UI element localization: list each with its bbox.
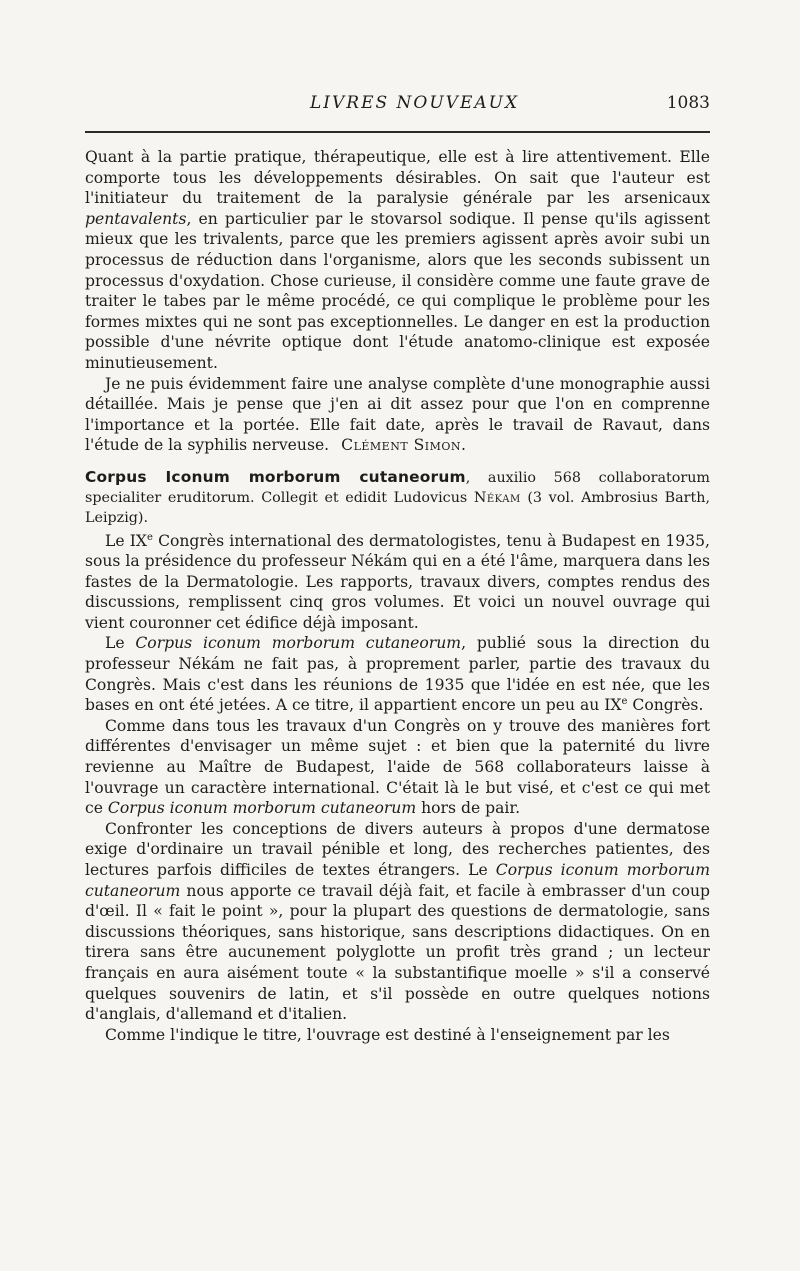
bibliographic-entry: Corpus Iconum morborum cutaneorum, auxilio 568 collaboratorum specialiter eruditorum. Collegit et edidit Ludovicus Nékam (3 vol. Ambrosius Barth, Leipzig). bbox=[85, 467, 710, 527]
review2-paragraph-5: Comme l'indique le titre, l'ouvrage est destiné à l'enseignement par les bbox=[105, 1025, 670, 1044]
italic-term: pentavalents bbox=[85, 209, 187, 228]
book-title: Corpus Iconum morborum cutaneorum bbox=[85, 467, 466, 486]
review2-paragraph-1: Le IXe Congrès international des dermatologistes, tenu à Budapest en 1935, sous la présidence du professeur Nékám qui en a été l'âme, marquera dans les fastes de la Dermatologie. Les rapports, travaux divers, comptes rendus des discussions, remplissent cinq gros volumes. Et voici un nouvel ouvrage qui vient couronner cet édifice déjà imposant. bbox=[85, 531, 710, 632]
page-number: 1083 bbox=[666, 93, 710, 113]
italic-title: Corpus iconum morborum cutaneorum bbox=[107, 799, 417, 818]
running-title: LIVRES NOUVEAUX bbox=[310, 93, 520, 113]
header-rule bbox=[85, 131, 710, 133]
review-signature: Clément Simon. bbox=[341, 436, 467, 455]
page-header bbox=[85, 93, 710, 123]
review1-paragraph-2: Je ne puis évidemment faire une analyse complète d'une monographie aussi détaillée. Mais je pense que j'en ai dit assez pour que l'on en comprenne l'importance et la portée. Elle fait date, après le travail de Ravaut, dans l'étude de la syphilis nerveuse. Clément Simon. bbox=[85, 374, 710, 455]
body-text bbox=[85, 147, 710, 1045]
italic-title: Corpus iconum morborum cutaneorum bbox=[135, 634, 462, 653]
italic-title: Corpus iconum morborum cutaneorum bbox=[85, 861, 710, 900]
review1-paragraph-1: Quant à la partie pratique, thérapeutique, elle est à lire attentivement. Elle comporte tous les développements désirables. On sait que l'auteur est l'initiateur du traitement de la paralysie générale par les arsenicaux pentavalents, en particulier par le stovarsol sodique. Il pense qu'ils agissent mieux que les trivalents, parce que les premiers agissent après avoir subi un processus de réduction dans l'organisme, alors que les seconds subissent un processus d'oxydation. Chose curieuse, il considère comme une faute grave de traiter le tabes par le même procédé, ce qui complique le problème pour les formes mixtes qui ne sont pas exceptionnelles. Le danger en est la production possible d'une névrite optique dont l'étude anatomo-clinique est exposée minutieusement. bbox=[85, 148, 710, 372]
review2-paragraph-3: Comme dans tous les travaux d'un Congrès on y trouve des manières fort différentes d'envisager un même sujet : et bien que la paternité du livre revienne au Maître de Budapest, l'aide de 568 collaborateurs laisse à l'ouvrage un caractère international. C'était là le but visé, et c'est ce qui met ce Corpus iconum morborum cutaneorum hors de pair. bbox=[85, 716, 710, 818]
review2-paragraph-2: Le Corpus iconum morborum cutaneorum, publié sous la direction du professeur Nékám ne fait pas, à proprement parler, partie des travaux du Congrès. Mais c'est dans les réunions de 1935 que l'idée en est née, que les bases en ont été jetées. A ce titre, il appartient encore un peu au IXe Congrès. bbox=[85, 634, 710, 715]
review2-paragraph-4: Confronter les conceptions de divers auteurs à propos d'une dermatose exige d'ordinaire un travail pénible et long, des recherches patientes, des lectures parfois difficiles de textes étrangers. Le Corpus iconum morborum cutaneorum nous apporte ce travail déjà fait, et facile à embrasser d'un coup d'œil. Il « fait le point », pour la plupart des questions de dermatologie, sans discussions théoriques, sans historique, sans descriptions didactiques. On en tirera sans être aucunement polyglotte un profit très grand ; un lecteur français en aura aisément toute « la substantifique moelle » s'il a conservé quelques souvenirs de latin, et s'il possède en outre quelques notions d'anglais, d'allemand et d'italien. bbox=[85, 819, 710, 1024]
book-editor: Nékam bbox=[473, 490, 521, 507]
